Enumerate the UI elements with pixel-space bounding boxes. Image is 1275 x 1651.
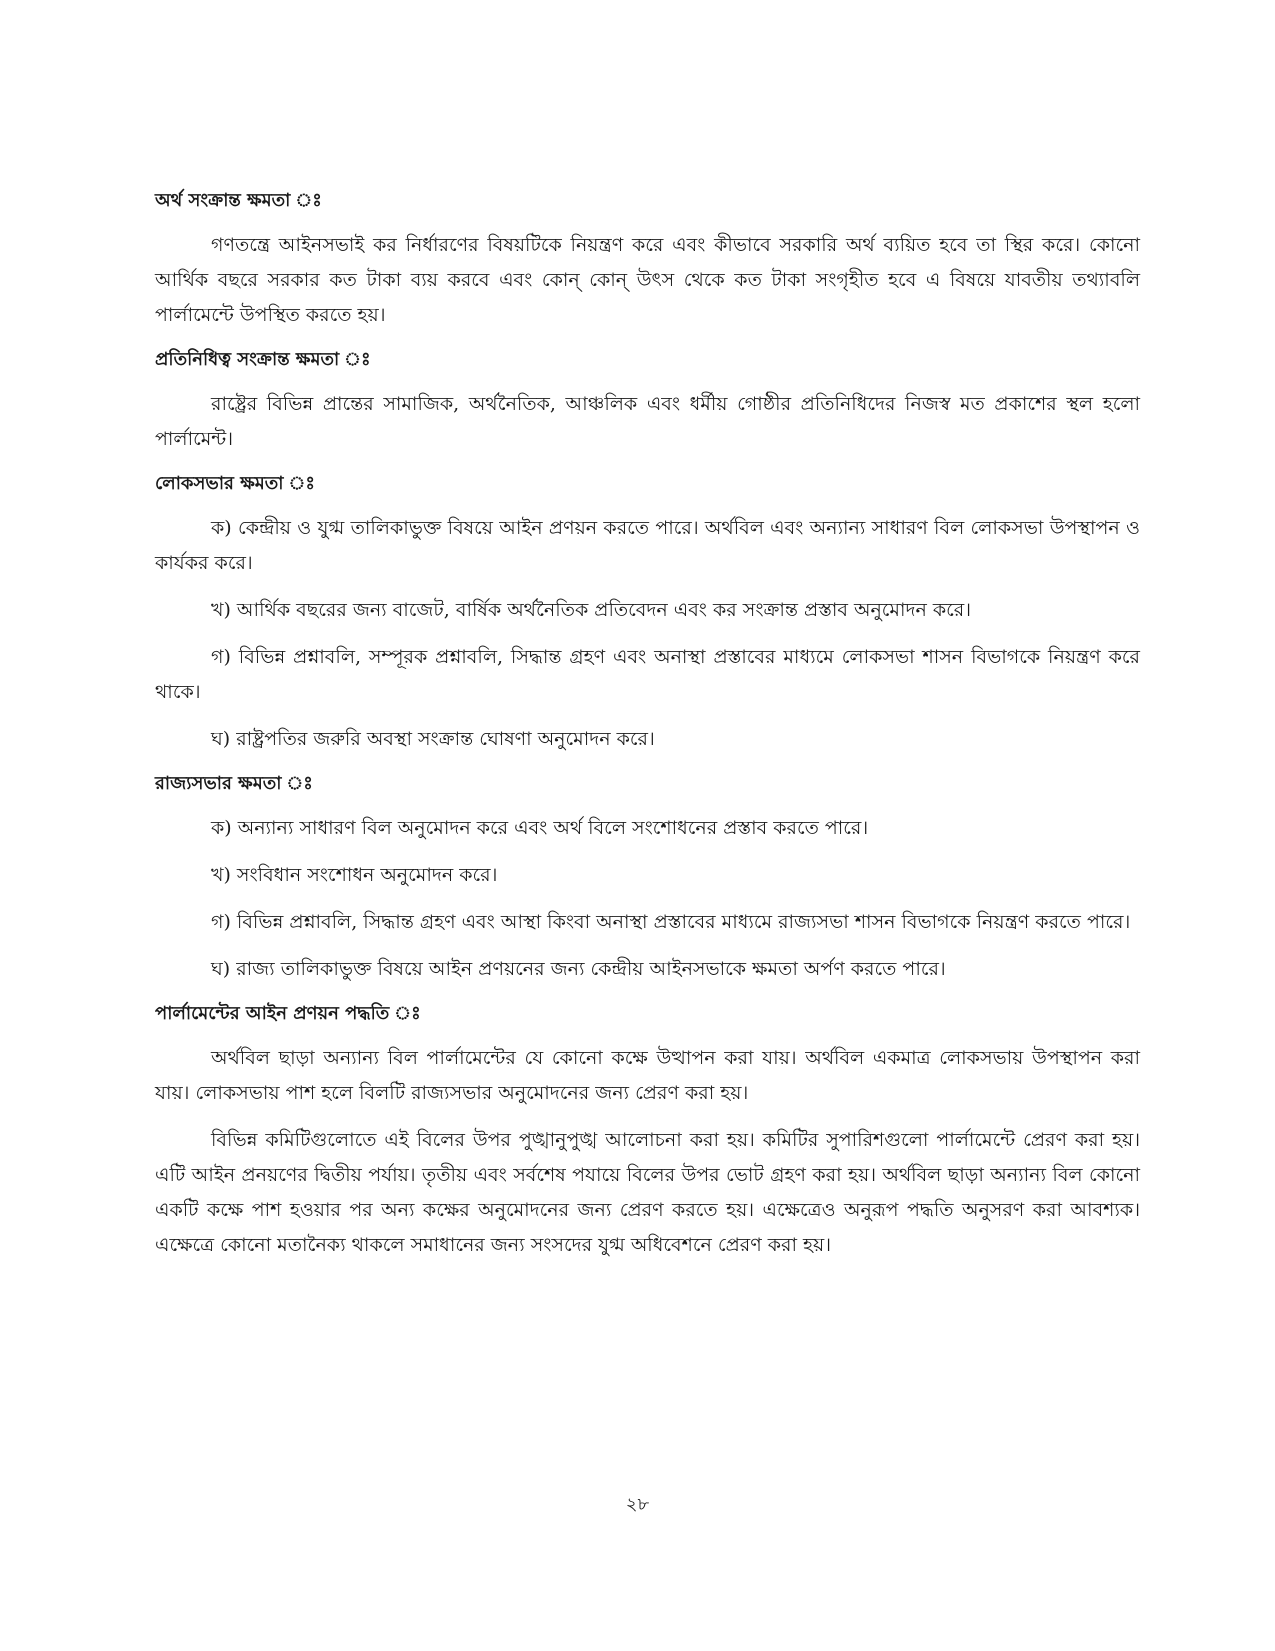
section-law-making-procedure (155, 999, 1140, 1263)
paragraph: বিভিন্ন কমিটিগুলোতে এই বিলের উপর পুঙ্খানুপুঙ্খ আলোচনা করা হয়। কমিটির সুপারিশগুলো পার্লামেন্টে প্রেরণ করা হয়। এটি আইন প্রনয়ণের দ্বিতীয় পর্যায়। তৃতীয় এবং সর্বশেষ পযায়ে বিলের উপর ভোট গ্রহণ করা হয়। অর্থবিল ছাড়া অন্যান্য বিল কোনো একটি কক্ষে পাশ হওয়ার পর অন্য কক্ষের অনুমোদনের জন্য প্রেরণ করতে হয়। এক্ষেত্রেও অনুরূপ পদ্ধতি অনুসরণ করা আবশ্যক। এক্ষেত্রে কোনো মতানৈক্য থাকলে সমাধানের জন্য সংসদের যুগ্ম অধিবেশনে প্রেরণ করা হয়। (155, 1129, 1140, 1256)
list-item: ঘ) রাজ্য তালিকাভুক্ত বিষয়ে আইন প্রণয়নের জন্য কেন্দ্রীয় আইনসভাকে ক্ষমতা অর্পণ করতে পারে। (211, 958, 946, 980)
section-finance-powers (155, 186, 1140, 333)
paragraph: অর্থবিল ছাড়া অন্যান্য বিল পার্লামেন্টের যে কোনো কক্ষে উত্থাপন করা যায়। অর্থবিল একমাত্র লোকসভায় উপস্থাপন করা যায়। লোকসভায় পাশ হলে বিলটি রাজ্যসভার অনুমোদনের জন্য প্রেরণ করা হয়। (155, 1047, 1140, 1104)
section-heading: লোকসভার ক্ষমতা ঃ (155, 473, 315, 494)
list-item: খ) আর্থিক বছরের জন্য বাজেট, বার্ষিক অর্থনৈতিক প্রতিবেদন এবং কর সংক্রান্ত প্রস্তাব অনুমোদন করে। (211, 599, 972, 621)
section-heading: রাজ্যসভার ক্ষমতা ঃ (155, 773, 313, 794)
list-item: খ) সংবিধান সংশোধন অনুমোদন করে। (211, 864, 498, 886)
section-rajya-sabha-powers (155, 769, 1140, 987)
section-lok-sabha-powers (155, 469, 1140, 757)
list-item: ঘ) রাষ্ট্রপতির জরুরি অবস্থা সংক্রান্ত ঘোষণা অনুমোদন করে। (211, 728, 655, 750)
paragraph: গণতন্ত্রে আইনসভাই কর নির্ধারণের বিষয়টিকে নিয়ন্ত্রণ করে এবং কীভাবে সরকারি অর্থ ব্যয়িত হবে তা স্থির করে। কোনো আর্থিক বছরে সরকার কত টাকা ব্যয় করবে এবং কোন্ কোন্ উৎস থেকে কত টাকা সংগৃহীত হবে এ বিষয়ে যাবতীয় তথ্যাবলি পার্লামেন্টে উপস্থিত করতে হয়। (155, 234, 1140, 326)
paragraph: রাষ্ট্রের বিভিন্ন প্রান্তের সামাজিক, অর্থনৈতিক, আঞ্চলিক এবং ধর্মীয় গোষ্ঠীর প্রতিনিধিদের নিজস্ব মত প্রকাশের স্থল হলো পার্লামেন্ট। (155, 393, 1140, 450)
list-item: গ) বিভিন্ন প্রশ্নাবলি, সম্পূরক প্রশ্নাবলি, সিদ্ধান্ত গ্রহণ এবং অনাস্থা প্রস্তাবের মাধ্যমে লোকসভা শাসন বিভাগকে নিয়ন্ত্রণ করে থাকে। (155, 646, 1140, 703)
section-heading: অর্থ সংক্রান্ত ক্ষমতা ঃ (155, 190, 322, 211)
document-page (155, 186, 1140, 1275)
list-item: ক) কেন্দ্রীয় ও যুগ্ম তালিকাভুক্ত বিষয়ে আইন প্রণয়ন করতে পারে। অর্থবিল এবং অন্যান্য সাধারণ বিল লোকসভা উপস্থাপন ও কার্যকর করে। (155, 517, 1140, 574)
list-item: ক) অন্যান্য সাধারণ বিল অনুমোদন করে এবং অর্থ বিলে সংশোধনের প্রস্তাব করতে পারে। (211, 817, 869, 839)
section-heading: প্রতিনিধিত্ব সংক্রান্ত ক্ষমতা ঃ (155, 349, 371, 370)
section-representation-powers (155, 345, 1140, 457)
page-number: ২৮ (625, 1494, 650, 1515)
section-heading: পার্লামেন্টের আইন প্রণয়ন পদ্ধতি ঃ (155, 1003, 421, 1024)
list-item: গ) বিভিন্ন প্রশ্নাবলি, সিদ্ধান্ত গ্রহণ এবং আস্থা কিংবা অনাস্থা প্রস্তাবের মাধ্যমে রাজ্যসভা শাসন বিভাগকে নিয়ন্ত্রণ করতে পারে। (211, 911, 1131, 933)
